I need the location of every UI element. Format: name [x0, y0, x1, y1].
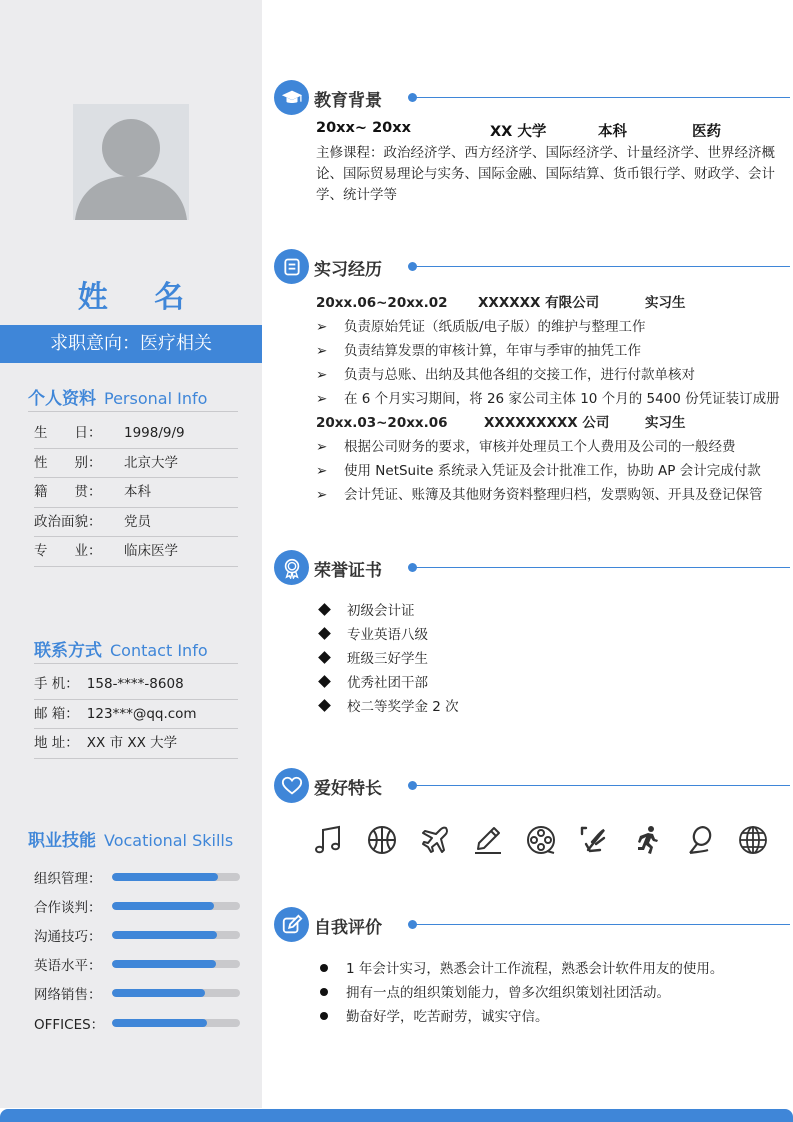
job-duty [316, 339, 786, 363]
self-eval-item [316, 981, 723, 1005]
diamond-bullet-icon [318, 699, 331, 712]
honor-text: 初级会计证 [347, 603, 415, 619]
info-value: 北京大学 [124, 454, 178, 471]
info-value: 本科 [124, 484, 151, 500]
self-eval-text: 1 年会计实习，熟悉会计工作流程，熟悉会计软件用友的使用。 [346, 961, 724, 977]
skill-bar [112, 902, 240, 910]
self-eval-section [274, 907, 790, 943]
education-degree: 本科 [598, 124, 627, 140]
job-role: 实习生 [645, 295, 686, 311]
education-title: 教育背景 [314, 91, 382, 111]
contact-info-list [34, 670, 238, 759]
job-company: XXXXXXXXX 公司 [484, 415, 610, 431]
basketball-icon [364, 822, 400, 858]
dot-bullet-icon [320, 1012, 328, 1020]
skill-bar-fill [112, 989, 205, 997]
diamond-bullet-icon [318, 603, 331, 616]
skill-bar-fill [112, 960, 216, 968]
education-section [274, 80, 790, 116]
skills-heading [28, 826, 238, 854]
info-key: 生 日： [34, 425, 102, 441]
badminton-icon [682, 822, 718, 858]
honors-list [316, 599, 459, 719]
contact-row-address [34, 729, 238, 759]
contact-key: 邮 箱： [34, 705, 79, 722]
contact-value[interactable]: 123***@qq.com [86, 705, 197, 722]
contact-row-email [34, 700, 238, 730]
job-duty-text: 负责与总账、出纳及其他各组的交接工作，进行付款单核对 [344, 367, 695, 383]
document-icon [274, 249, 309, 284]
honor-text: 专业英语八级 [347, 627, 428, 643]
job-duty-text: 根据公司财务的要求，审核并处理员工个人费用及公司的一般经费 [344, 439, 736, 455]
info-key: 籍 贯： [34, 484, 102, 500]
education-courses: 主修课程：政治经济学、西方经济学、国际经济学、计量经济学、世界经济概论、国际贸易理论与实务、国际金融、国际结算、货币银行学、财政学、会计学、统计学等 [316, 145, 775, 203]
personal-info-title-en: Personal Info [104, 389, 208, 408]
personal-info-list [34, 419, 238, 567]
info-row-birthday [34, 419, 238, 449]
internship-heading [274, 249, 790, 285]
diamond-bullet-icon [318, 675, 331, 688]
self-eval-list [316, 957, 723, 1029]
award-medal-icon [274, 550, 309, 585]
job-duty [316, 387, 786, 411]
contact-info-title-en: Contact Info [110, 641, 208, 660]
job-duty-text: 负责原始凭证（纸质版/电子版）的维护与整理工作 [344, 319, 646, 335]
info-row-hometown [34, 478, 238, 508]
education-major: 医药 [692, 124, 721, 140]
skill-label: 组织管理： [34, 870, 102, 887]
hobbies-title: 爱好特长 [314, 779, 382, 799]
personal-info-title: 个人资料 [28, 389, 96, 409]
job-period: 20xx.06~20xx.02 [316, 295, 448, 311]
skill-label: 网络销售： [34, 987, 102, 1004]
arrow-bullet-icon: ➢ [316, 343, 328, 359]
skill-label: 合作谈判： [34, 899, 102, 916]
internship-list [316, 291, 786, 507]
honor-item [316, 599, 459, 623]
job-intent-banner: 求职意向：医疗相关 [0, 325, 262, 363]
job-duty-text: 会计凭证、账簿及其他财务资料整理归档，发票购领、开具及登记保管 [344, 487, 763, 503]
skill-label: 英语水平： [34, 958, 102, 975]
skill-row [34, 891, 240, 920]
arrow-bullet-icon: ➢ [316, 391, 328, 407]
contact-value[interactable]: 158-****-8608 [86, 676, 184, 692]
internship-title: 实习经历 [314, 260, 382, 280]
skill-bar-fill [112, 902, 214, 910]
skill-label: OFFICES： [34, 1016, 105, 1033]
globe-icon [735, 822, 771, 858]
arrow-bullet-icon: ➢ [316, 463, 328, 479]
skill-bar-fill [112, 931, 217, 939]
footer-bar [0, 1109, 793, 1122]
honor-item [316, 695, 459, 719]
self-eval-item [316, 957, 723, 981]
skill-bar [112, 989, 240, 997]
pen-icon [470, 822, 506, 858]
film-reel-icon [523, 822, 559, 858]
education-period: 20xx~ 20xx [316, 120, 411, 136]
internship-section [274, 249, 790, 285]
dot-bullet-icon [320, 988, 328, 996]
honor-item [316, 671, 459, 695]
hobbies-section [274, 768, 790, 804]
info-value: 临床医学 [124, 543, 178, 559]
honor-text: 优秀社团干部 [347, 675, 428, 691]
graduation-cap-icon [274, 80, 309, 115]
avatar-placeholder-icon [73, 104, 189, 220]
skill-bar-fill [112, 1019, 207, 1027]
job-header [316, 291, 786, 315]
skills-title: 职业技能 [28, 831, 96, 851]
job-duty [316, 363, 786, 387]
edit-icon [274, 907, 309, 942]
hobby-icons [311, 822, 771, 858]
skills-list [34, 862, 240, 1037]
diamond-bullet-icon [318, 627, 331, 640]
contact-key: 地 址： [34, 735, 79, 751]
honor-text: 校二等奖学金 2 次 [347, 699, 459, 715]
candidate-name: 姓 名 [77, 280, 203, 315]
heading-divider [412, 785, 790, 786]
skill-row [34, 862, 240, 891]
honor-item [316, 623, 459, 647]
job-header [316, 411, 786, 435]
heading-dot [408, 262, 417, 271]
arrow-bullet-icon: ➢ [316, 487, 328, 503]
heart-icon [274, 768, 309, 803]
contact-info-title: 联系方式 [34, 641, 102, 661]
sidebar [0, 0, 262, 1108]
hobbies-heading [274, 768, 790, 804]
job-duty-text: 负责结算发票的审核计算，年审与季审的抽凭工作 [344, 343, 641, 359]
honors-title: 荣誉证书 [314, 561, 382, 581]
job-period: 20xx.03~20xx.06 [316, 415, 448, 431]
honor-item [316, 647, 459, 671]
job-duty [316, 315, 786, 339]
honor-text: 班级三好学生 [347, 651, 428, 667]
running-icon [629, 822, 665, 858]
education-heading [274, 80, 790, 116]
self-eval-heading [274, 907, 790, 943]
skill-bar [112, 873, 240, 881]
honors-section [274, 550, 790, 586]
info-key: 专 业： [34, 543, 102, 559]
skill-label: 沟通技巧： [34, 928, 102, 945]
job-duty-text: 使用 NetSuite 系统录入凭证及会计批准工作，协助 AP 会计完成付款 [344, 463, 761, 479]
avatar [73, 104, 189, 220]
contact-value: XX 市 XX 大学 [86, 735, 178, 751]
heading-dot [408, 920, 417, 929]
skill-row [34, 920, 240, 949]
self-eval-title: 自我评价 [314, 918, 382, 938]
self-eval-text: 拥有一点的组织策划能力，曾多次组织策划社团活动。 [346, 985, 670, 1001]
job-duty-text: 在 6 个月实习期间，将 26 家公司主体 10 个月的 5400 份凭证装订成册 [344, 391, 780, 407]
heading-dot [408, 93, 417, 102]
info-key: 性 别： [34, 454, 102, 471]
heading-dot [408, 563, 417, 572]
info-row-political [34, 508, 238, 538]
heading-dot [408, 781, 417, 790]
skill-bar-fill [112, 873, 218, 881]
diamond-bullet-icon [318, 651, 331, 664]
self-eval-text: 勤奋好学，吃苦耐劳，诚实守信。 [346, 1009, 549, 1025]
heading-divider [412, 266, 790, 267]
contact-key: 手 机： [34, 676, 79, 692]
skill-row [34, 979, 240, 1008]
arrow-bullet-icon: ➢ [316, 439, 328, 455]
job-role: 实习生 [645, 415, 686, 431]
heading-divider [412, 924, 790, 925]
info-value: 党员 [124, 513, 151, 530]
job-duty [316, 483, 786, 507]
skill-bar [112, 1019, 240, 1027]
info-key: 政治面貌： [34, 513, 102, 530]
skill-row [34, 950, 240, 979]
airplane-icon [417, 822, 453, 858]
dot-bullet-icon [320, 964, 328, 972]
heading-divider [412, 567, 790, 568]
info-value: 1998/9/9 [124, 425, 185, 441]
job-duty [316, 459, 786, 483]
education-school: XX 大学 [490, 124, 547, 140]
honors-heading [274, 550, 790, 586]
arrow-bullet-icon: ➢ [316, 319, 328, 335]
info-row-gender [34, 449, 238, 479]
music-icon [311, 822, 347, 858]
contact-row-phone [34, 670, 238, 700]
personal-info-heading [28, 384, 238, 412]
info-row-major [34, 537, 238, 567]
contact-info-heading [34, 636, 238, 664]
skill-bar [112, 960, 240, 968]
job-duty [316, 435, 786, 459]
heading-divider [412, 97, 790, 98]
self-eval-item [316, 1005, 723, 1029]
job-company: XXXXXX 有限公司 [478, 295, 600, 311]
arrow-bullet-icon: ➢ [316, 367, 328, 383]
calligraphy-icon [576, 822, 612, 858]
skills-title-en: Vocational Skills [104, 831, 234, 850]
skill-bar [112, 931, 240, 939]
skill-row [34, 1008, 240, 1037]
